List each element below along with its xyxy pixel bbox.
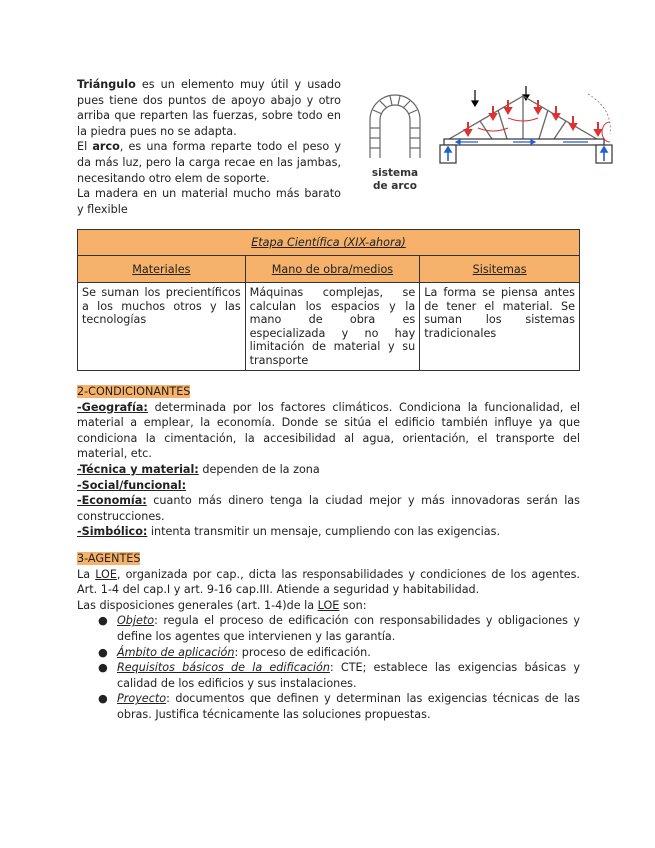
agentes-heading: 3-AGENTES: [77, 552, 141, 565]
arco-term: arco: [92, 140, 120, 154]
economia-label: -Economía:: [77, 494, 147, 508]
condicionantes-section: 2-CONDICIONANTES -Geografía: determinada por los factores climáticos. Condiciona la funcionalidad, el material a emplear, la economía. Donde se sitúa el edificio también influye ya que condiciona la cimentación, la accesibilidad al agua, orientación, el transporte del material, etc. -Técnica y material: dependen de la zona -Social/funcional: -Economía: cuanto más dinero tenga la ciudad mejor y más innovadoras serán las construcciones. -Simbólico: intenta transmitir un mensaje, cumpliendo con las exigencias.: [77, 385, 580, 539]
bullet-icon: ●: [98, 645, 108, 659]
bullet-icon: ●: [98, 692, 108, 706]
arch-figure: [360, 88, 430, 203]
loe-term-2: LOE: [317, 598, 340, 612]
tecnica-label: -Técnica y material:: [77, 462, 199, 476]
table-header-mano-de-obra: Mano de obra/medios: [245, 256, 420, 283]
bullet-icon: ●: [98, 614, 108, 628]
table-cell-materiales: Se suman los precientíficos a los muchos otros y las tecnologías: [78, 283, 246, 371]
social-label: -Social/funcional:: [77, 478, 187, 492]
list-item: ● Ámbito de aplicación: proceso de edificación.: [98, 645, 371, 659]
table-title: Etapa Científica (XIX-ahora): [78, 230, 580, 256]
list-item: ● Requisitos básicos de la edificación: CTE; establece las exigencias básicas y calidad de los edificios y sus instalaciones.: [98, 661, 580, 690]
loe-term: LOE: [95, 567, 117, 581]
truss-drawing: [438, 84, 616, 168]
table-header-sistemas: Sisitemas: [420, 256, 580, 283]
simbolico-label: -Simbólico:: [77, 525, 148, 539]
geografia-label: -Geografía:: [77, 400, 148, 414]
table-header-materiales: Materiales: [78, 256, 246, 283]
arch-drawing: [360, 88, 430, 160]
table-cell-mano-de-obra: Máquinas complejas, se calculan los espacios y la mano de obra es especializada y no hay limitación de material y su transporte: [245, 283, 420, 371]
truss-figure: [438, 84, 616, 168]
table-cell-sistemas: La forma se piensa antes de tener el material. Se suman los sistemas tradicionales: [420, 283, 580, 371]
figure-caption-line1: sistema: [371, 167, 419, 179]
bullet-icon: ●: [98, 661, 108, 675]
condicionantes-heading: 2-CONDICIONANTES: [77, 385, 191, 398]
disposiciones-list: [77, 613, 580, 722]
triangulo-term: Triángulo: [77, 78, 136, 91]
intro-paragraph: Triángulo es un elemento muy útil y usado pues tiene dos puntos de apoyo abajo y otro arriba que reparten las fuerzas, sobre todo en la piedra pues no se adapta. El arco, es una forma reparte todo el peso y da más luz, pero la carga recae en las jambas, necesitando otro elem de soporte. La madera en un material mucho más barato y flexible: [77, 78, 342, 216]
list-item: ● Objeto: regula el proceso de edificación con responsabilidades y obligaciones y define los agentes que intervienen y las garantía.: [98, 614, 580, 643]
list-item: ● Proyecto: documentos que definen y determinan las exigencias técnicas de las obras. Justifica técnicamente las soluciones propuestas.: [98, 692, 580, 721]
etapa-table: [77, 229, 580, 371]
agentes-section: 3-AGENTES La LOE, organizada por cap., dicta las responsabilidades y condiciones de los agentes. Art. 1-4 del cap.I y art. 9-16 cap.III. Atiende a seguridad y habitabilidad. Las disposiciones generales (art. 1-4)de la LOE son: ● Objeto: regula el proceso de edificación con responsabilidades y obligaciones y define los agentes que intervienen y las garantía. ● Ámbito de aplicación: proceso de edificación. ● Requisitos básicos de la edificación: CTE; establece las exigencias básicas y calidad de los edificios y sus instalaciones. ● Proyecto: documentos que definen y determinan las exigencias técnicas de las obras. Justifica técnicamente las soluciones propuestas.: [77, 552, 580, 721]
figure-caption-line2: de arco: [373, 180, 417, 192]
